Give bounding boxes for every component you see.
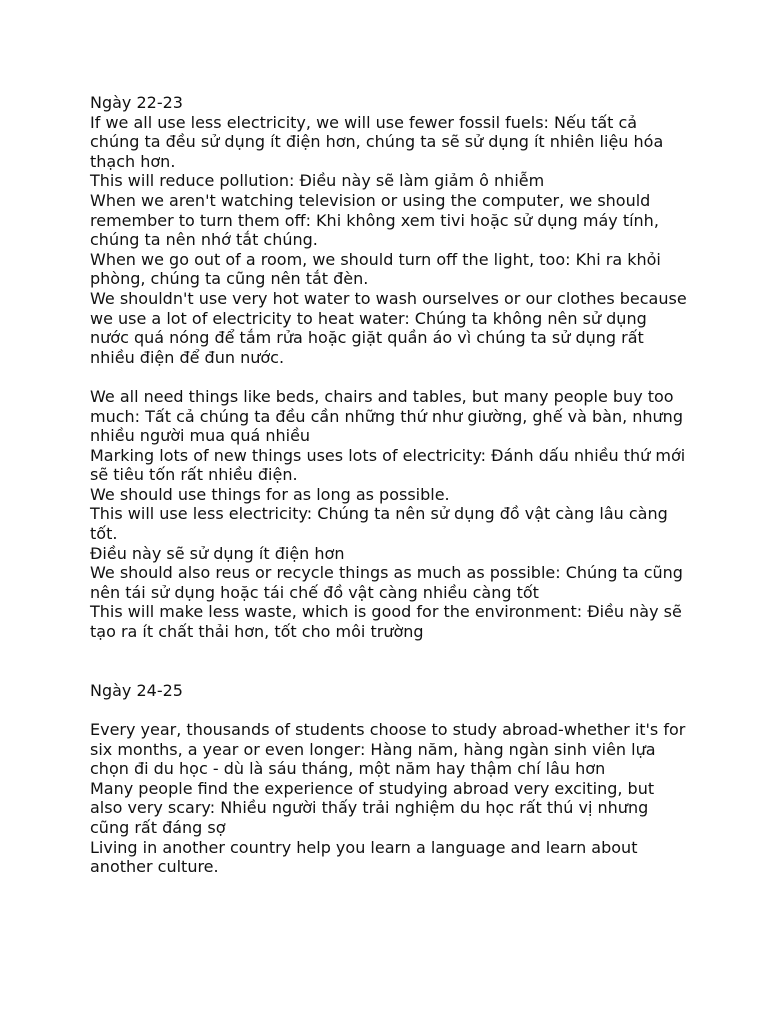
paragraph-spacer <box>90 367 690 387</box>
paragraph-line: This will make less waste, which is good for the environment: Điều này sẽ tạo ra ít chất thải hơn, tốt cho môi trường <box>90 602 682 642</box>
document-page <box>90 93 690 877</box>
paragraph-line: We all need things like beds, chairs and tables, but many people buy too much: Tất cả chúng ta đều cần những thứ như giường, ghế và bàn, nhưng nhiều người mua quá nhiều <box>90 386 683 446</box>
paragraph-line: Marking lots of new things uses lots of electricity: Đánh dấu nhiều thứ mới sẽ tiêu tốn rất nhiều điện. <box>90 445 686 485</box>
paragraph-line: This will use less electricity: Chúng ta nên sử dụng đồ vật càng lâu càng tốt. <box>90 504 668 544</box>
paragraph-line: Điều này sẽ sử dụng ít điện hơn <box>90 543 345 563</box>
paragraph-line: Every year, thousands of students choose to study abroad-whether it's for six months, a year or even longer: Hàng năm, hàng ngàn sinh viên lựa chọn đi du học - dù là sáu tháng, một năm hay thậm chí lâu hơn <box>90 720 686 779</box>
paragraph-line: Many people find the experience of studying abroad very exciting, but also very scary: Nhiều người thấy trải nghiệm du học rất thú vị nhưng cũng rất đáng sợ <box>90 778 655 837</box>
paragraph-line: We should use things for as long as possible. <box>90 484 450 504</box>
paragraph-line: When we aren't watching television or using the computer, we should remember to turn them off: Khi không xem tivi hoặc sử dụng máy tính, chúng ta nên nhớ tắt chúng. <box>90 190 659 250</box>
paragraph-line: This will reduce pollution: Điều này sẽ làm giảm ô nhiễm <box>90 171 545 191</box>
section-spacer <box>90 642 690 681</box>
paragraph-spacer <box>90 700 690 720</box>
section-heading-24-25: Ngày 24-25 <box>90 680 183 700</box>
paragraph-line: If we all use less electricity, we will use fewer fossil fuels: Nếu tất cả chúng ta đều sử dụng ít điện hơn, chúng ta sẽ sử dụng ít nhiên liệu hóa thạch hơn. <box>90 112 664 171</box>
paragraph-line: Living in another country help you learn a language and learn about another culture. <box>90 837 638 877</box>
paragraph-line: We should also reus or recycle things as much as possible: Chúng ta cũng nên tái sử dụng hoặc tái chế đồ vật càng nhiều càng tốt <box>90 563 683 602</box>
section-heading-22-23: Ngày 22-23 <box>90 93 183 112</box>
paragraph-line: We shouldn't use very hot water to wash ourselves or our clothes because we use a lot of electricity to heat water: Chúng ta không nên sử dụng nước quá nóng để tắm rửa hoặc giặt quần áo vì chúng ta sử dụng rất nhiều điện để đun nước. <box>90 288 687 367</box>
paragraph-line: When we go out of a room, we should turn off the light, too: Khi ra khỏi phòng, chúng ta cũng nên tắt đèn. <box>90 249 661 289</box>
